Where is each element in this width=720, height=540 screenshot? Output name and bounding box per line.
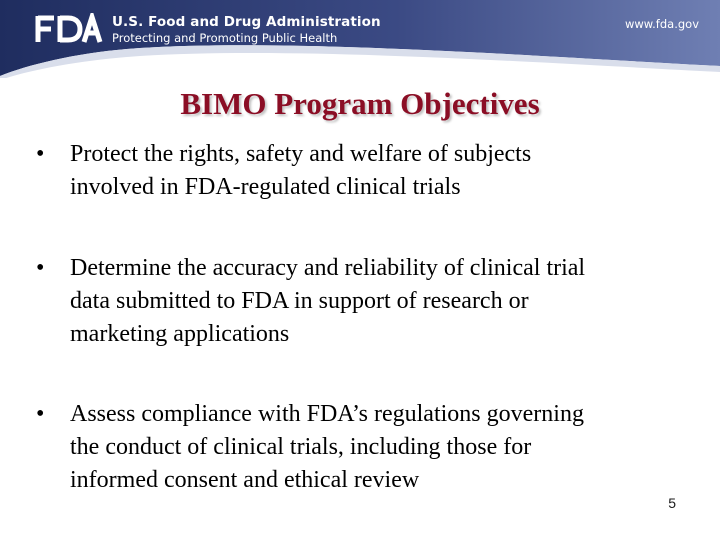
bullet-text (70, 398, 690, 497)
bullet-line: informed consent and ethical review (70, 467, 420, 493)
bullet-glyph: • (36, 141, 45, 167)
bullet-text (70, 252, 690, 351)
agency-tagline: Protecting and Promoting Public Health (112, 31, 338, 45)
agency-name: U.S. Food and Drug Administration (112, 14, 381, 30)
slide-title: BIMO Program Objectives (180, 86, 540, 121)
bullet-glyph: • (36, 401, 45, 427)
bullet-line: marketing applications (70, 321, 290, 347)
bullet-line: involved in FDA-regulated clinical trials (70, 174, 461, 200)
page-number: 5 (668, 495, 676, 511)
website-link[interactable]: www.fda.gov (624, 17, 699, 31)
bullet-line: Assess compliance with FDA’s regulations governing (70, 401, 584, 427)
bullet-line: the conduct of clinical trials, including those for (70, 434, 532, 460)
bullet-text (70, 138, 690, 204)
bullet-glyph: • (36, 255, 45, 281)
bullet-line: Protect the rights, safety and welfare of subjects (70, 141, 532, 167)
banner-background (0, 0, 720, 78)
header-banner (0, 0, 720, 78)
fda-logo (34, 13, 104, 45)
bullet-line: Determine the accuracy and reliability of clinical trial (70, 255, 586, 281)
bullet-line: data submitted to FDA in support of research or (70, 288, 529, 314)
